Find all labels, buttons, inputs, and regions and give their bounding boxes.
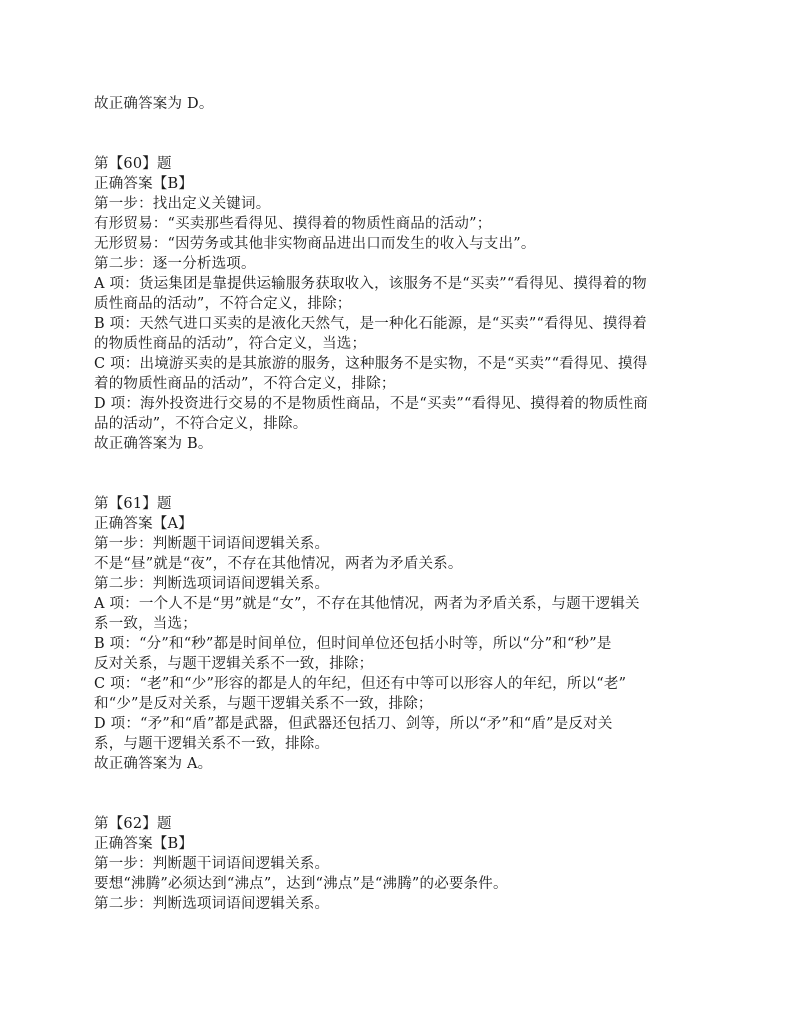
question-60-heading: 第【60】题 bbox=[94, 156, 172, 172]
question-60-line: 质性商品的活动”，不符合定义，排除； bbox=[94, 296, 352, 312]
question-61-line: D 项：“矛”和“盾”都是武器，但武器还包括刀、剑等，所以“矛”和“盾”是反对关 bbox=[94, 716, 613, 732]
question-60-conclusion: 故正确答案为 B。 bbox=[94, 436, 213, 452]
question-62-heading: 第【62】题 bbox=[94, 816, 172, 832]
question-61-line: C 项：“老”和“少”形容的都是人的年纪，但还有中等可以形容人的年纪，所以“老” bbox=[94, 676, 627, 692]
question-62-line: 第二步：判断选项词语间逻辑关系。 bbox=[94, 896, 330, 912]
question-60-line: 的物质性商品的活动”，符合定义，当选； bbox=[94, 336, 367, 352]
question-61-line: 和“少”是反对关系，与题干逻辑关系不一致，排除； bbox=[94, 696, 433, 712]
question-60-answer: 正确答案【B】 bbox=[94, 176, 194, 192]
question-60-line: C 项：出境游买卖的是其旅游的服务，这种服务不是实物，不是“买卖”“看得见、摸得 bbox=[94, 356, 648, 372]
question-61-line: B 项：“分”和“秒”都是时间单位，但时间单位还包括小时等，所以“分”和“秒”是 bbox=[94, 636, 612, 652]
question-60-line: 有形贸易：“买卖那些看得见、摸得着的物质性商品的活动”； bbox=[94, 216, 492, 232]
question-61-conclusion: 故正确答案为 A。 bbox=[94, 756, 213, 772]
question-60-line: 品的活动”，不符合定义，排除。 bbox=[94, 416, 308, 432]
question-61-line: 系一致，当选； bbox=[94, 616, 197, 632]
previous-conclusion: 故正确答案为 D。 bbox=[94, 96, 214, 112]
question-61-line: 反对关系，与题干逻辑关系不一致，排除； bbox=[94, 656, 374, 672]
question-61-line: A 项：一个人不是“男”就是“女”，不存在其他情况，两者为矛盾关系，与题干逻辑关 bbox=[94, 596, 640, 612]
question-62-line: 要想“沸腾”必须达到“沸点”，达到“沸点”是“沸腾”的必要条件。 bbox=[94, 876, 508, 892]
question-60-line: A 项：货运集团是靠提供运输服务获取收入，该服务不是“买卖”“看得见、摸得着的物 bbox=[94, 276, 647, 292]
question-61-line: 第二步：判断选项词语间逻辑关系。 bbox=[94, 576, 330, 592]
question-60-line: 第二步：逐一分析选项。 bbox=[94, 256, 256, 272]
question-61-line: 系，与题干逻辑关系不一致，排除。 bbox=[94, 736, 330, 752]
question-61-answer: 正确答案【A】 bbox=[94, 516, 193, 532]
question-61-heading: 第【61】题 bbox=[94, 496, 172, 512]
question-60-line: 无形贸易：“因劳务或其他非实物商品进出口而发生的收入与支出”。 bbox=[94, 236, 536, 252]
question-61-line: 不是“昼”就是“夜”，不存在其他情况，两者为矛盾关系。 bbox=[94, 556, 463, 572]
question-60-line: D 项：海外投资进行交易的不是物质性商品，不是“买卖”“看得见、摸得着的物质性商 bbox=[94, 396, 648, 412]
question-62-line: 第一步：判断题干词语间逻辑关系。 bbox=[94, 856, 330, 872]
question-60-line: 第一步：找出定义关键词。 bbox=[94, 196, 271, 212]
question-61-line: 第一步：判断题干词语间逻辑关系。 bbox=[94, 536, 330, 552]
question-60-line: B 项：天然气进口买卖的是液化天然气，是一种化石能源，是“买卖”“看得见、摸得着 bbox=[94, 316, 647, 332]
question-62-answer: 正确答案【B】 bbox=[94, 836, 194, 852]
question-60-line: 着的物质性商品的活动”，不符合定义，排除； bbox=[94, 376, 396, 392]
